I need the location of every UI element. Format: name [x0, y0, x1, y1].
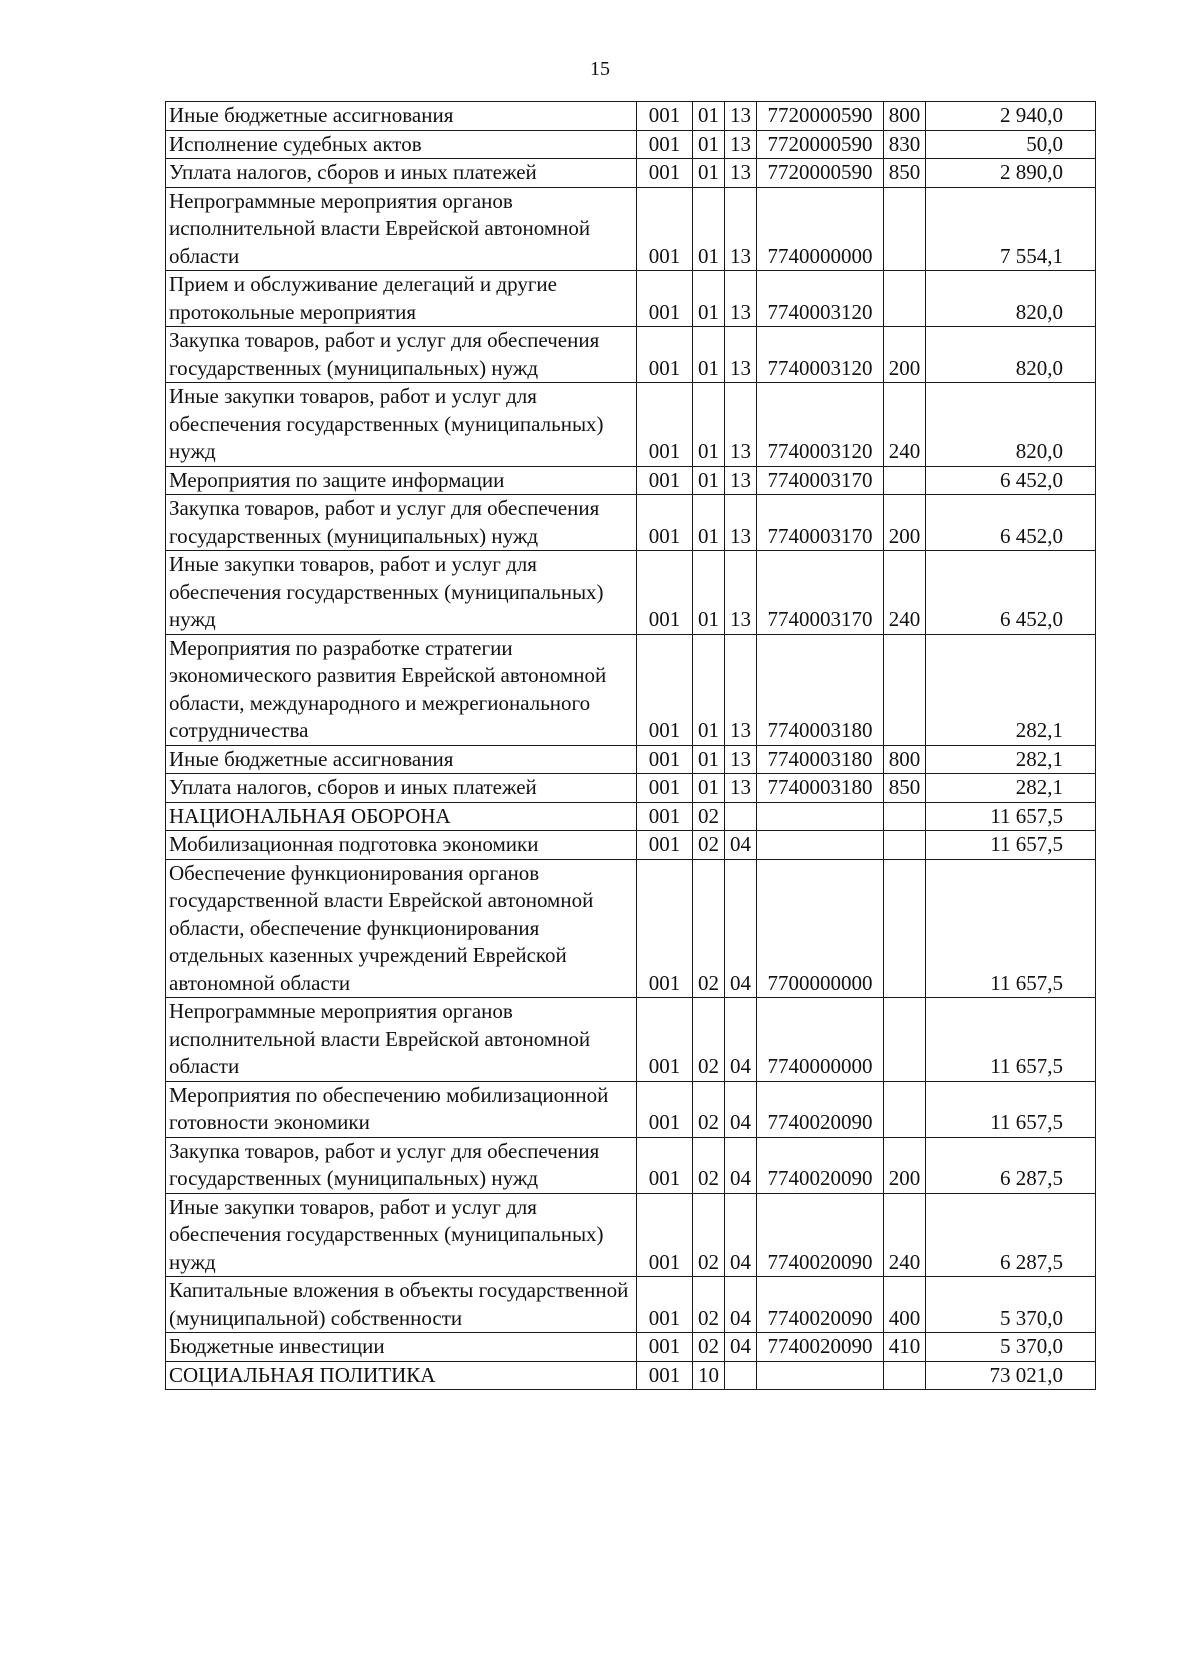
- row-sum-cell: 820,0: [926, 383, 1096, 467]
- row-rz-cell: 10: [693, 1361, 725, 1390]
- row-vr-cell: 240: [884, 1193, 926, 1277]
- row-name-cell: Иные закупки товаров, работ и услуг для обеспечения государственных (муниципальных) нужд: [166, 1193, 637, 1277]
- row-sum-cell: 2 940,0: [926, 102, 1096, 131]
- row-ved-cell: 001: [637, 998, 693, 1082]
- row-vr-cell: 850: [884, 774, 926, 803]
- row-vr-cell: [884, 634, 926, 745]
- row-sum-cell: 6 287,5: [926, 1193, 1096, 1277]
- row-csr-cell: [757, 802, 884, 831]
- table-row: [166, 1361, 1096, 1390]
- table-row: [166, 187, 1096, 271]
- row-csr-cell: 7700000000: [757, 859, 884, 998]
- row-rz-cell: 01: [693, 774, 725, 803]
- row-name-cell: Капитальные вложения в объекты государственной (муниципальной) собственности: [166, 1277, 637, 1333]
- row-pr-cell: 13: [725, 187, 757, 271]
- row-csr-cell: 7740003120: [757, 327, 884, 383]
- row-csr-cell: 7720000590: [757, 159, 884, 188]
- row-csr-cell: 7740003170: [757, 466, 884, 495]
- row-rz-cell: 02: [693, 1277, 725, 1333]
- row-pr-cell: 04: [725, 1277, 757, 1333]
- row-vr-cell: 850: [884, 159, 926, 188]
- row-rz-cell: 01: [693, 159, 725, 188]
- row-sum-cell: 6 287,5: [926, 1137, 1096, 1193]
- row-pr-cell: 04: [725, 1081, 757, 1137]
- row-rz-cell: 02: [693, 1137, 725, 1193]
- row-ved-cell: 001: [637, 1361, 693, 1390]
- row-csr-cell: 7740003120: [757, 271, 884, 327]
- row-ved-cell: 001: [637, 745, 693, 774]
- row-name-cell: Непрограммные мероприятия органов исполнительной власти Еврейской автономной области: [166, 187, 637, 271]
- row-sum-cell: 11 657,5: [926, 802, 1096, 831]
- budget-table-body: [166, 102, 1096, 1390]
- row-ved-cell: 001: [637, 327, 693, 383]
- row-vr-cell: [884, 187, 926, 271]
- table-row: [166, 327, 1096, 383]
- row-vr-cell: 200: [884, 1137, 926, 1193]
- row-name-cell: Иные бюджетные ассигнования: [166, 102, 637, 131]
- row-sum-cell: 50,0: [926, 130, 1096, 159]
- row-name-cell: Закупка товаров, работ и услуг для обеспечения государственных (муниципальных) нужд: [166, 495, 637, 551]
- table-row: [166, 859, 1096, 998]
- row-pr-cell: 13: [725, 551, 757, 635]
- table-row: [166, 495, 1096, 551]
- row-vr-cell: 200: [884, 495, 926, 551]
- row-vr-cell: [884, 998, 926, 1082]
- row-ved-cell: 001: [637, 159, 693, 188]
- row-vr-cell: 830: [884, 130, 926, 159]
- table-row: [166, 1333, 1096, 1362]
- row-pr-cell: 13: [725, 383, 757, 467]
- row-vr-cell: [884, 466, 926, 495]
- row-pr-cell: 04: [725, 859, 757, 998]
- row-rz-cell: 01: [693, 271, 725, 327]
- row-name-cell: Мероприятия по обеспечению мобилизационной готовности экономики: [166, 1081, 637, 1137]
- row-rz-cell: 01: [693, 327, 725, 383]
- row-name-cell: Прием и обслуживание делегаций и другие протокольные мероприятия: [166, 271, 637, 327]
- row-ved-cell: 001: [637, 383, 693, 467]
- table-row: [166, 634, 1096, 745]
- row-csr-cell: 7740000000: [757, 187, 884, 271]
- row-name-cell: Уплата налогов, сборов и иных платежей: [166, 159, 637, 188]
- row-csr-cell: 7740020090: [757, 1333, 884, 1362]
- row-pr-cell: 04: [725, 1137, 757, 1193]
- row-sum-cell: 820,0: [926, 271, 1096, 327]
- table-row: [166, 271, 1096, 327]
- row-pr-cell: 13: [725, 130, 757, 159]
- row-name-cell: Мобилизационная подготовка экономики: [166, 831, 637, 860]
- row-rz-cell: 01: [693, 187, 725, 271]
- row-pr-cell: 13: [725, 495, 757, 551]
- row-ved-cell: 001: [637, 634, 693, 745]
- row-ved-cell: 001: [637, 831, 693, 860]
- row-ved-cell: 001: [637, 1193, 693, 1277]
- table-row: [166, 998, 1096, 1082]
- budget-table: [165, 101, 1096, 1390]
- row-pr-cell: 13: [725, 745, 757, 774]
- row-csr-cell: 7740003180: [757, 745, 884, 774]
- row-sum-cell: 6 452,0: [926, 495, 1096, 551]
- table-row: [166, 745, 1096, 774]
- row-pr-cell: 04: [725, 1193, 757, 1277]
- row-rz-cell: 01: [693, 102, 725, 131]
- table-row: [166, 1193, 1096, 1277]
- row-rz-cell: 02: [693, 1081, 725, 1137]
- table-row: [166, 1277, 1096, 1333]
- row-name-cell: Мероприятия по защите информации: [166, 466, 637, 495]
- table-row: [166, 159, 1096, 188]
- row-rz-cell: 02: [693, 1333, 725, 1362]
- row-ved-cell: 001: [637, 1137, 693, 1193]
- row-csr-cell: 7740003120: [757, 383, 884, 467]
- row-name-cell: Мероприятия по разработке стратегии экономического развития Еврейской автономной области, международного и межрегионального сотрудничества: [166, 634, 637, 745]
- row-vr-cell: 240: [884, 383, 926, 467]
- row-pr-cell: 13: [725, 327, 757, 383]
- row-sum-cell: 11 657,5: [926, 998, 1096, 1082]
- row-vr-cell: [884, 859, 926, 998]
- row-csr-cell: 7740020090: [757, 1137, 884, 1193]
- row-vr-cell: 400: [884, 1277, 926, 1333]
- row-sum-cell: 282,1: [926, 745, 1096, 774]
- row-pr-cell: 13: [725, 466, 757, 495]
- row-sum-cell: 282,1: [926, 774, 1096, 803]
- row-ved-cell: 001: [637, 551, 693, 635]
- row-name-cell: Исполнение судебных актов: [166, 130, 637, 159]
- row-sum-cell: 5 370,0: [926, 1333, 1096, 1362]
- row-pr-cell: [725, 802, 757, 831]
- row-name-cell: Закупка товаров, работ и услуг для обеспечения государственных (муниципальных) нужд: [166, 1137, 637, 1193]
- row-rz-cell: 01: [693, 634, 725, 745]
- table-row: [166, 774, 1096, 803]
- row-pr-cell: 13: [725, 271, 757, 327]
- row-sum-cell: 11 657,5: [926, 1081, 1096, 1137]
- row-ved-cell: 001: [637, 1277, 693, 1333]
- row-csr-cell: 7740003170: [757, 495, 884, 551]
- table-row: [166, 130, 1096, 159]
- table-row: [166, 466, 1096, 495]
- row-ved-cell: 001: [637, 774, 693, 803]
- row-rz-cell: 01: [693, 495, 725, 551]
- row-vr-cell: [884, 1361, 926, 1390]
- row-pr-cell: 04: [725, 1333, 757, 1362]
- row-name-cell: НАЦИОНАЛЬНАЯ ОБОРОНА: [166, 802, 637, 831]
- row-rz-cell: 02: [693, 831, 725, 860]
- row-pr-cell: 13: [725, 102, 757, 131]
- row-ved-cell: 001: [637, 802, 693, 831]
- row-rz-cell: 01: [693, 466, 725, 495]
- row-rz-cell: 01: [693, 551, 725, 635]
- row-name-cell: Иные закупки товаров, работ и услуг для обеспечения государственных (муниципальных) нужд: [166, 551, 637, 635]
- table-row: [166, 1137, 1096, 1193]
- row-name-cell: Иные бюджетные ассигнования: [166, 745, 637, 774]
- row-csr-cell: 7740000000: [757, 998, 884, 1082]
- row-pr-cell: 04: [725, 831, 757, 860]
- row-pr-cell: 13: [725, 634, 757, 745]
- row-rz-cell: 01: [693, 130, 725, 159]
- row-rz-cell: 02: [693, 859, 725, 998]
- row-vr-cell: 200: [884, 327, 926, 383]
- row-csr-cell: 7740020090: [757, 1081, 884, 1137]
- row-ved-cell: 001: [637, 187, 693, 271]
- row-csr-cell: [757, 831, 884, 860]
- row-ved-cell: 001: [637, 271, 693, 327]
- row-ved-cell: 001: [637, 495, 693, 551]
- row-sum-cell: 282,1: [926, 634, 1096, 745]
- table-row: [166, 551, 1096, 635]
- row-sum-cell: 2 890,0: [926, 159, 1096, 188]
- row-sum-cell: 5 370,0: [926, 1277, 1096, 1333]
- row-rz-cell: 01: [693, 745, 725, 774]
- row-name-cell: Непрограммные мероприятия органов исполнительной власти Еврейской автономной области: [166, 998, 637, 1082]
- row-sum-cell: 7 554,1: [926, 187, 1096, 271]
- table-row: [166, 383, 1096, 467]
- row-ved-cell: 001: [637, 1333, 693, 1362]
- row-sum-cell: 11 657,5: [926, 831, 1096, 860]
- row-name-cell: Закупка товаров, работ и услуг для обеспечения государственных (муниципальных) нужд: [166, 327, 637, 383]
- table-row: [166, 1081, 1096, 1137]
- row-pr-cell: 13: [725, 159, 757, 188]
- row-csr-cell: [757, 1361, 884, 1390]
- row-csr-cell: 7720000590: [757, 130, 884, 159]
- row-sum-cell: 11 657,5: [926, 859, 1096, 998]
- row-vr-cell: 800: [884, 745, 926, 774]
- row-vr-cell: 800: [884, 102, 926, 131]
- row-csr-cell: 7740003180: [757, 774, 884, 803]
- row-csr-cell: 7720000590: [757, 102, 884, 131]
- row-sum-cell: 6 452,0: [926, 466, 1096, 495]
- row-rz-cell: 02: [693, 802, 725, 831]
- row-vr-cell: [884, 1081, 926, 1137]
- row-csr-cell: 7740003180: [757, 634, 884, 745]
- row-csr-cell: 7740020090: [757, 1277, 884, 1333]
- row-name-cell: СОЦИАЛЬНАЯ ПОЛИТИКА: [166, 1361, 637, 1390]
- row-rz-cell: 02: [693, 998, 725, 1082]
- table-row: [166, 102, 1096, 131]
- row-name-cell: Иные закупки товаров, работ и услуг для обеспечения государственных (муниципальных) нужд: [166, 383, 637, 467]
- row-ved-cell: 001: [637, 130, 693, 159]
- row-name-cell: Обеспечение функционирования органов государственной власти Еврейской автономной области, обеспечение функционирования отдельных казенных учреждений Еврейской автономной области: [166, 859, 637, 998]
- row-pr-cell: 04: [725, 998, 757, 1082]
- row-vr-cell: 240: [884, 551, 926, 635]
- page-number: 15: [590, 58, 610, 80]
- row-ved-cell: 001: [637, 102, 693, 131]
- row-csr-cell: 7740003170: [757, 551, 884, 635]
- row-sum-cell: 73 021,0: [926, 1361, 1096, 1390]
- row-ved-cell: 001: [637, 859, 693, 998]
- table-row: [166, 802, 1096, 831]
- row-ved-cell: 001: [637, 466, 693, 495]
- row-vr-cell: 410: [884, 1333, 926, 1362]
- row-sum-cell: 6 452,0: [926, 551, 1096, 635]
- row-pr-cell: 13: [725, 774, 757, 803]
- row-pr-cell: [725, 1361, 757, 1390]
- row-vr-cell: [884, 802, 926, 831]
- row-name-cell: Бюджетные инвестиции: [166, 1333, 637, 1362]
- row-sum-cell: 820,0: [926, 327, 1096, 383]
- row-ved-cell: 001: [637, 1081, 693, 1137]
- row-rz-cell: 02: [693, 1193, 725, 1277]
- row-rz-cell: 01: [693, 383, 725, 467]
- row-vr-cell: [884, 271, 926, 327]
- row-csr-cell: 7740020090: [757, 1193, 884, 1277]
- table-row: [166, 831, 1096, 860]
- row-name-cell: Уплата налогов, сборов и иных платежей: [166, 774, 637, 803]
- row-vr-cell: [884, 831, 926, 860]
